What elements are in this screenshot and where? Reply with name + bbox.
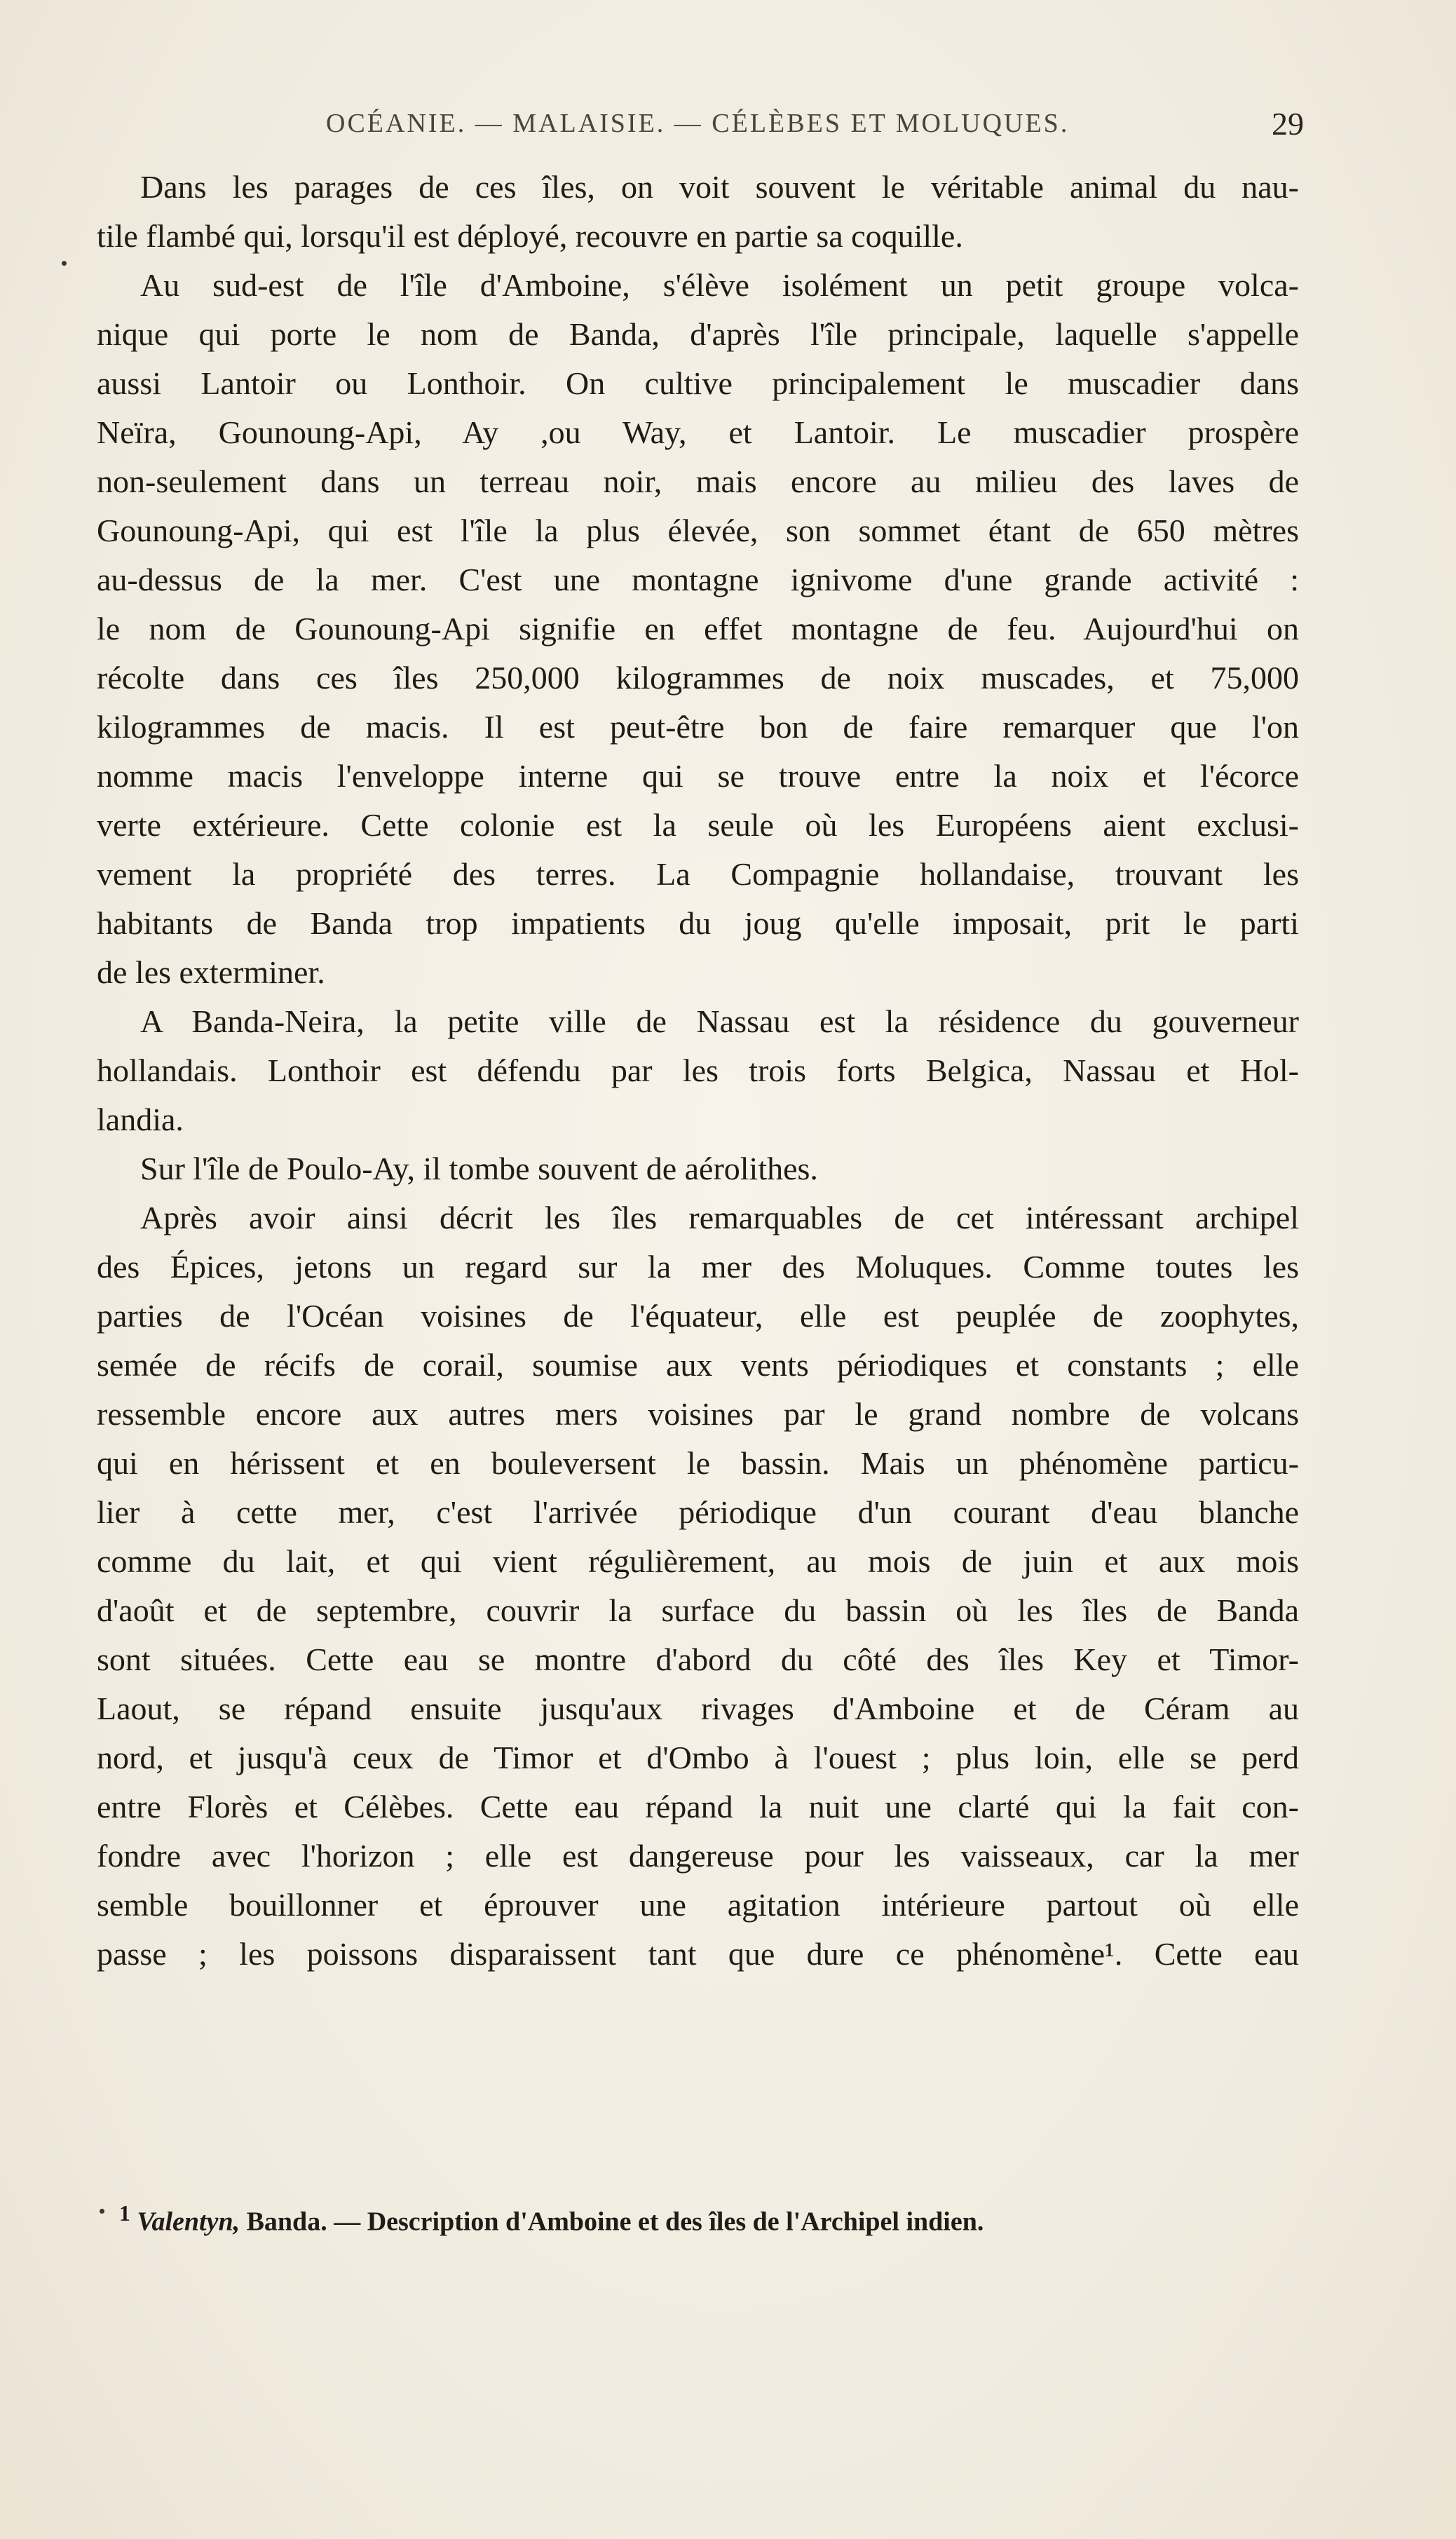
- text-line: fondre avec l'horizon ; elle est dangereuse pour les vaisseaux, car la mer: [97, 1838, 1299, 1874]
- text-line: hollandais. Lonthoir est défendu par les trois forts Belgica, Nassau et Hol-: [97, 1052, 1299, 1088]
- text-line: de les exterminer.: [97, 954, 325, 990]
- text-line: entre Florès et Célèbes. Cette eau répand la nuit une clarté qui la fait con-: [97, 1789, 1299, 1824]
- page-number: 29: [1272, 106, 1304, 142]
- text-line: ressemble encore aux autres mers voisines par le grand nombre de volcans: [97, 1396, 1299, 1432]
- text-line: le nom de Gounoung-Api signifie en effet montagne de feu. Aujourd'hui on: [97, 611, 1299, 646]
- footnote-marker: 1: [119, 2201, 130, 2226]
- text-line: tile flambé qui, lorsqu'il est déployé, recouvre en partie sa coquille.: [97, 218, 963, 254]
- text-line: qui en hérissent et en bouleversent le bassin. Mais un phénomène particu-: [97, 1445, 1299, 1481]
- text-line: Gounoung-Api, qui est l'île la plus élevée, son sommet étant de 650 mètres: [97, 513, 1299, 548]
- text-line: Au sud-est de l'île d'Amboine, s'élève isolément un petit groupe volca-: [140, 267, 1299, 303]
- text-line: d'août et de septembre, couvrir la surface du bassin où les îles de Banda: [97, 1592, 1299, 1628]
- text-line: parties de l'Océan voisines de l'équateur, elle est peuplée de zoophytes,: [97, 1298, 1299, 1334]
- text-line: nique qui porte le nom de Banda, d'après l'île principale, laquelle s'appelle: [97, 316, 1299, 352]
- text-line: vement la propriété des terres. La Compagnie hollandaise, trouvant les: [97, 856, 1299, 892]
- text-line: sont situées. Cette eau se montre d'abord du côté des îles Key et Timor-: [97, 1641, 1299, 1677]
- text-line: Laout, se répand ensuite jusqu'aux rivages d'Amboine et de Céram au: [97, 1691, 1299, 1726]
- body-text: [97, 163, 1299, 1979]
- text-line: semée de récifs de corail, soumise aux vents périodiques et constants ; elle: [97, 1347, 1299, 1383]
- text-line: Après avoir ainsi décrit les îles remarquables de cet intéressant archipel: [140, 1200, 1299, 1235]
- footnote-author: Valentyn,: [137, 2207, 240, 2237]
- text-line: récolte dans ces îles 250,000 kilogrammes de noix muscades, et 75,000: [97, 660, 1299, 696]
- footnote-text: Banda. — Description d'Amboine et des îles de l'Archipel indien.: [246, 2207, 984, 2237]
- text-line: habitants de Banda trop impatients du joug qu'elle imposait, prit le parti: [97, 905, 1299, 941]
- footnote: [119, 2196, 1304, 2240]
- text-line: nomme macis l'enveloppe interne qui se trouve entre la noix et l'écorce: [97, 758, 1299, 794]
- running-title: OCÉANIE. — MALAISIE. — CÉLÈBES ET MOLUQUES.: [326, 109, 1070, 138]
- text-line: nord, et jusqu'à ceux de Timor et d'Ombo à l'ouest ; plus loin, elle se perd: [97, 1740, 1299, 1775]
- text-line: verte extérieure. Cette colonie est la seule où les Européens aient exclusi-: [97, 807, 1299, 843]
- text-line: kilogrammes de macis. Il est peut-être bon de faire remarquer que l'on: [97, 709, 1299, 745]
- text-line: semble bouillonner et éprouver une agitation intérieure partout où elle: [97, 1887, 1299, 1923]
- text-line: passe ; les poissons disparaissent tant que dure ce phénomène¹. Cette eau: [97, 1936, 1299, 1972]
- text-line: A Banda-Neira, la petite ville de Nassau est la résidence du gouverneur: [140, 1003, 1299, 1039]
- text-line: des Épices, jetons un regard sur la mer des Moluques. Comme toutes les: [97, 1249, 1299, 1285]
- text-line: Dans les parages de ces îles, on voit souvent le véritable animal du nau-: [140, 169, 1299, 205]
- text-line: landia.: [97, 1102, 184, 1137]
- margin-speck: [62, 261, 67, 266]
- text-line: comme du lait, et qui vient régulièrement, au mois de juin et aux mois: [97, 1543, 1299, 1579]
- margin-speck: [100, 2209, 104, 2214]
- text-line: aussi Lantoir ou Lonthoir. On cultive principalement le muscadier dans: [97, 365, 1299, 401]
- text-line: Sur l'île de Poulo-Ay, il tombe souvent de aérolithes.: [140, 1151, 818, 1186]
- page-header: [140, 105, 1325, 147]
- text-line: lier à cette mer, c'est l'arrivée périodique d'un courant d'eau blanche: [97, 1494, 1299, 1530]
- text-line: Neïra, Gounoung-Api, Ay ,ou Way, et Lantoir. Le muscadier prospère: [97, 414, 1299, 450]
- text-line: au-dessus de la mer. C'est une montagne ignivome d'une grande activité :: [97, 562, 1299, 597]
- text-line: non-seulement dans un terreau noir, mais encore au milieu des laves de: [97, 463, 1299, 499]
